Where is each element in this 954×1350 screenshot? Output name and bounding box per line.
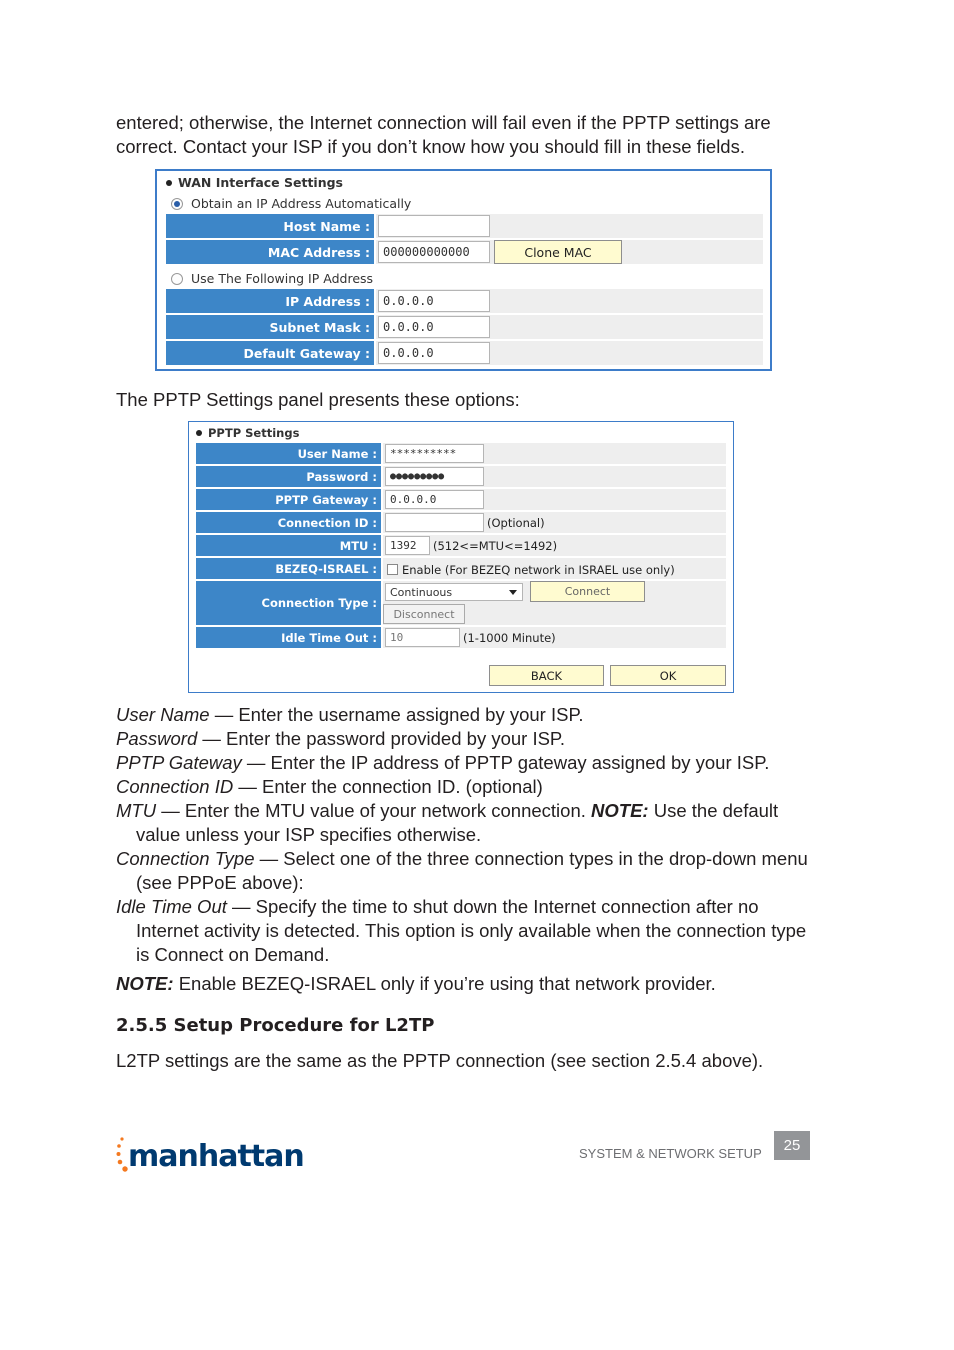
logo-wordmark: manhattan xyxy=(128,1139,304,1174)
mac-address-input[interactable]: 000000000000 xyxy=(378,241,490,263)
bullet-icon xyxy=(196,430,202,436)
pptp-panel-title: PPTP Settings xyxy=(196,426,299,440)
bullet-icon xyxy=(166,180,172,186)
section-heading: 2.5.5 Setup Procedure for L2TP xyxy=(116,1015,435,1036)
user-name-input[interactable]: ********** xyxy=(385,444,484,463)
radio-use-following[interactable]: Use The Following IP Address xyxy=(171,271,373,286)
user-name-row xyxy=(196,443,726,464)
radio-selected-icon[interactable] xyxy=(171,198,183,210)
host-name-row xyxy=(166,214,763,238)
radio-obtain-auto[interactable]: Obtain an IP Address Automatically xyxy=(171,196,411,211)
pptp-intro-text: The PPTP Settings panel presents these options: xyxy=(116,389,520,410)
default-gateway-input[interactable]: 0.0.0.0 xyxy=(378,342,490,364)
definition-password: Password — Enter the password provided by your ISP. xyxy=(116,728,566,749)
connect-button[interactable]: Connect xyxy=(530,581,645,602)
bezeq-note: NOTE: Enable BEZEQ-ISRAEL only if you’re using that network provider. xyxy=(116,973,716,994)
connection-type-row xyxy=(196,581,726,625)
definition-mtu: MTU — Enter the MTU value of your network connection. NOTE: Use the default value unless your ISP specifies otherwise. xyxy=(116,800,779,845)
definition-pptp-gateway: PPTP Gateway — Enter the IP address of PPTP gateway assigned by your ISP. xyxy=(116,752,770,773)
manhattan-logo xyxy=(116,1128,304,1174)
l2tp-text: L2TP settings are the same as the PPTP connection (see section 2.5.4 above). xyxy=(116,1050,764,1071)
back-button[interactable]: BACK xyxy=(489,665,604,686)
page-number: 25 xyxy=(774,1131,810,1160)
mtu-label: MTU : xyxy=(196,535,381,556)
ip-address-row xyxy=(166,289,763,313)
wan-interface-panel xyxy=(155,169,772,371)
definition-user-name: User Name — Enter the username assigned by your ISP. xyxy=(116,704,584,725)
connection-type-label: Connection Type : xyxy=(196,581,381,625)
default-gateway-row xyxy=(166,341,763,365)
connection-id-row xyxy=(196,512,726,533)
idle-time-out-input[interactable]: 10 xyxy=(385,628,460,647)
pptp-gateway-row xyxy=(196,489,726,510)
pptp-gateway-input[interactable]: 0.0.0.0 xyxy=(385,490,484,509)
definition-connection-type: Connection Type — Select one of the three connection types in the drop-down menu (see PPPoE above): xyxy=(116,848,808,893)
subnet-mask-label: Subnet Mask : xyxy=(166,315,374,339)
connection-id-note: (Optional) xyxy=(487,515,545,530)
ip-address-label: IP Address : xyxy=(166,289,374,313)
mtu-input[interactable]: 1392 xyxy=(385,536,430,555)
host-name-input[interactable] xyxy=(378,215,490,237)
idle-time-out-row xyxy=(196,627,726,648)
disconnect-button[interactable]: Disconnect xyxy=(383,604,465,624)
password-label: Password : xyxy=(196,466,381,487)
footer-section-name: SYSTEM & NETWORK SETUP xyxy=(579,1146,762,1161)
subnet-mask-row xyxy=(166,315,763,339)
bezeq-enable-checkbox[interactable]: Enable (For BEZEQ network in ISRAEL use only) xyxy=(387,559,675,580)
host-name-label: Host Name : xyxy=(166,214,374,238)
connection-type-select[interactable]: Continuous xyxy=(385,583,523,601)
intro-line-1: entered; otherwise, the Internet connection will fail even if the PPTP settings are xyxy=(116,112,771,133)
radio-unselected-icon[interactable] xyxy=(171,273,183,285)
password-input[interactable]: ●●●●●●●●● xyxy=(385,467,484,486)
connection-id-label: Connection ID : xyxy=(196,512,381,533)
idle-time-out-note: (1-1000 Minute) xyxy=(463,630,556,645)
ip-address-input[interactable]: 0.0.0.0 xyxy=(378,290,490,312)
ok-button[interactable]: OK xyxy=(610,665,726,686)
idle-time-out-label: Idle Time Out : xyxy=(196,627,381,648)
mtu-row xyxy=(196,535,726,556)
password-row xyxy=(196,466,726,487)
subnet-mask-input[interactable]: 0.0.0.0 xyxy=(378,316,490,338)
bezeq-israel-label: BEZEQ-ISRAEL : xyxy=(196,558,381,579)
intro-line-2: correct. Contact your ISP if you don’t know how you should fill in these fields. xyxy=(116,136,745,157)
definition-connection-id: Connection ID — Enter the connection ID. (optional) xyxy=(116,776,543,797)
chevron-down-icon xyxy=(509,590,517,595)
checkbox-icon[interactable] xyxy=(387,564,398,575)
mac-address-label: MAC Address : xyxy=(166,240,374,264)
mac-address-row xyxy=(166,240,763,264)
wan-panel-title: WAN Interface Settings xyxy=(166,175,343,190)
default-gateway-label: Default Gateway : xyxy=(166,341,374,365)
logo-dots-icon xyxy=(116,1130,128,1174)
intro-paragraph xyxy=(116,111,816,159)
user-name-label: User Name : xyxy=(196,443,381,464)
definition-idle-time-out: Idle Time Out — Specify the time to shut down the Internet connection after no Internet activity is detected. This option is only available when the connection type is Connect on Demand. xyxy=(116,896,807,965)
mtu-note: (512<=MTU<=1492) xyxy=(433,538,558,553)
clone-mac-button[interactable]: Clone MAC xyxy=(494,240,622,264)
bezeq-israel-row xyxy=(196,558,726,579)
connection-id-input[interactable] xyxy=(385,513,484,532)
pptp-settings-panel xyxy=(188,421,734,693)
pptp-gateway-label: PPTP Gateway : xyxy=(196,489,381,510)
